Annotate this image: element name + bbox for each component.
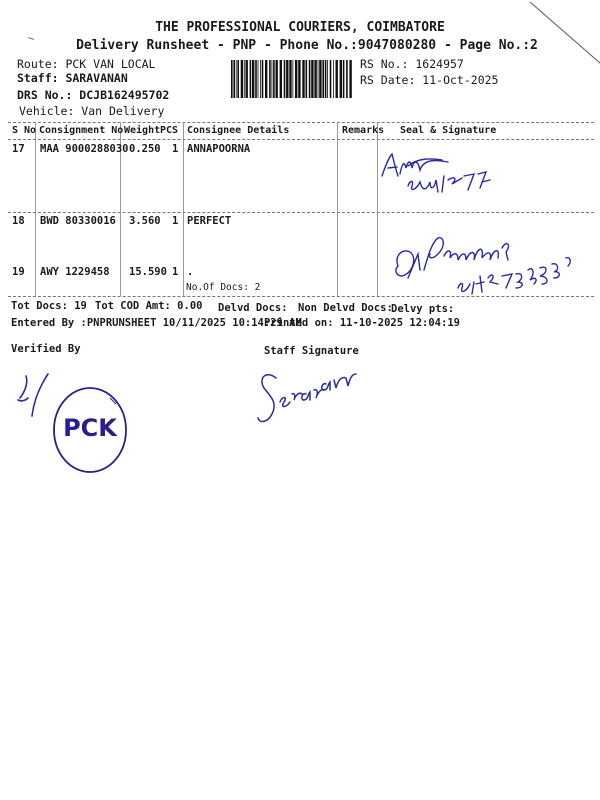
barcode-bar — [311, 60, 313, 98]
barcode-bar — [346, 60, 348, 98]
verified-by-label: Verified By — [11, 343, 81, 355]
barcode-bar — [327, 60, 328, 98]
barcode-bar — [330, 60, 332, 98]
barcode-image — [230, 60, 354, 98]
rs-number: RS No.: 1624957 — [360, 57, 464, 71]
row-sno: 19 — [12, 266, 25, 278]
barcode-bar — [349, 60, 351, 98]
barcode-bar — [258, 60, 259, 98]
col-header-consignment: Consignment No — [39, 125, 124, 136]
barcode-bar — [309, 60, 311, 98]
row-pcs: 1 — [172, 143, 179, 155]
pck-stamp — [52, 384, 128, 474]
col-header-weight: Weight — [124, 125, 161, 136]
barcode-bar — [252, 60, 254, 98]
total-cod-amount: Tot COD Amt: 0.00 — [95, 300, 203, 312]
barcode-bar — [269, 60, 271, 98]
barcode-bar — [302, 60, 304, 98]
row-consignee: ANNAPOORNA — [187, 143, 251, 155]
drs-number: DRS No.: DCJB162495702 — [17, 88, 170, 102]
row-doc-count: No.Of Docs: 2 — [186, 282, 261, 293]
table-top-rule — [8, 122, 594, 123]
col-header-pcs: PCS — [160, 125, 179, 136]
barcode-bar — [276, 60, 278, 98]
barcode-bar — [273, 60, 275, 98]
row-divider — [8, 212, 594, 213]
row-pcs: 1 — [172, 215, 179, 227]
barcode-bar — [246, 60, 248, 98]
barcode-bar — [250, 60, 252, 98]
total-docs: Tot Docs: 19 — [11, 300, 87, 312]
delivery-points: Delvy pts: — [391, 303, 455, 315]
barcode-bar — [241, 60, 243, 98]
col-divider — [183, 122, 184, 296]
table-header-rule — [8, 139, 594, 140]
signature-annapoorna — [378, 146, 508, 200]
barcode-bar — [284, 60, 286, 98]
barcode-bar — [262, 60, 264, 98]
barcode-bar — [286, 60, 288, 98]
col-header-signature: Seal & Signature — [400, 125, 497, 136]
stamp-text: PCK — [63, 414, 117, 442]
barcode-bar — [293, 60, 294, 98]
signature-perfect — [388, 226, 578, 304]
col-divider — [35, 122, 36, 296]
row-weight: 3.560 — [129, 215, 161, 227]
barcode-bar — [237, 60, 239, 98]
barcode-bar — [314, 60, 316, 98]
barcode-bar — [236, 60, 237, 98]
col-divider — [337, 122, 338, 296]
barcode-bar — [319, 60, 321, 98]
row-sno: 17 — [12, 143, 25, 155]
barcode-bar — [280, 60, 282, 98]
barcode-bar — [325, 60, 327, 98]
barcode-bar — [295, 60, 297, 98]
vehicle-label: Vehicle: Van Delivery — [19, 104, 165, 118]
barcode-bar — [231, 60, 233, 98]
row-consignment: MAA 9000288030 — [40, 143, 129, 155]
barcode-bar — [272, 60, 273, 98]
row-weight: 15.590 — [129, 266, 167, 278]
barcode-bar — [233, 60, 235, 98]
col-header-sno: S No — [12, 125, 37, 136]
row-consignment: BWD 80330016 — [40, 215, 116, 227]
row-sno: 18 — [12, 215, 25, 227]
runsheet-subtitle: Delivery Runsheet - PNP - Phone No.:9047080280 - Page No.:2 — [76, 38, 538, 53]
non-delivered-docs: Non Delvd Docs: — [298, 302, 393, 314]
staff-label: Staff: SARAVANAN — [17, 71, 128, 85]
rs-date: RS Date: 11-Oct-2025 — [360, 73, 499, 87]
barcode-bar — [244, 60, 245, 98]
barcode-bar — [322, 60, 324, 98]
row-pcs: 1 — [172, 266, 179, 278]
col-header-remarks: Remarks — [342, 125, 385, 136]
row-consignee: . — [187, 266, 194, 278]
row-weight: 0.250 — [129, 143, 161, 155]
row-consignee: PERFECT — [187, 215, 232, 227]
barcode-bar — [336, 60, 338, 98]
company-title: THE PROFESSIONAL COURIERS, COIMBATORE — [155, 20, 445, 35]
barcode-bar — [260, 60, 261, 98]
barcode-bar — [289, 60, 291, 98]
barcode-bar — [340, 60, 342, 98]
barcode-bar — [298, 60, 300, 98]
row-consignment: AWY 1229458 — [40, 266, 110, 278]
barcode-bar — [343, 60, 345, 98]
col-header-consignee: Consignee Details — [187, 125, 290, 136]
entered-by: Entered By :PNPRUNSHEET 10/11/2025 10:14:29 AM — [11, 317, 302, 329]
barcode-bar — [318, 60, 319, 98]
delivered-docs: Delvd Docs: — [218, 302, 288, 314]
barcode-bar — [265, 60, 267, 98]
route-label: Route: PCK VAN LOCAL — [17, 57, 156, 71]
barcode-bar — [306, 60, 308, 98]
printed-on: Printed on: 11-10-2025 12:04:19 — [264, 317, 460, 329]
staff-signature-label: Staff Signature — [264, 345, 359, 357]
barcode-bar — [333, 60, 334, 98]
staff-signature — [256, 364, 360, 434]
barcode-bar — [255, 60, 257, 98]
